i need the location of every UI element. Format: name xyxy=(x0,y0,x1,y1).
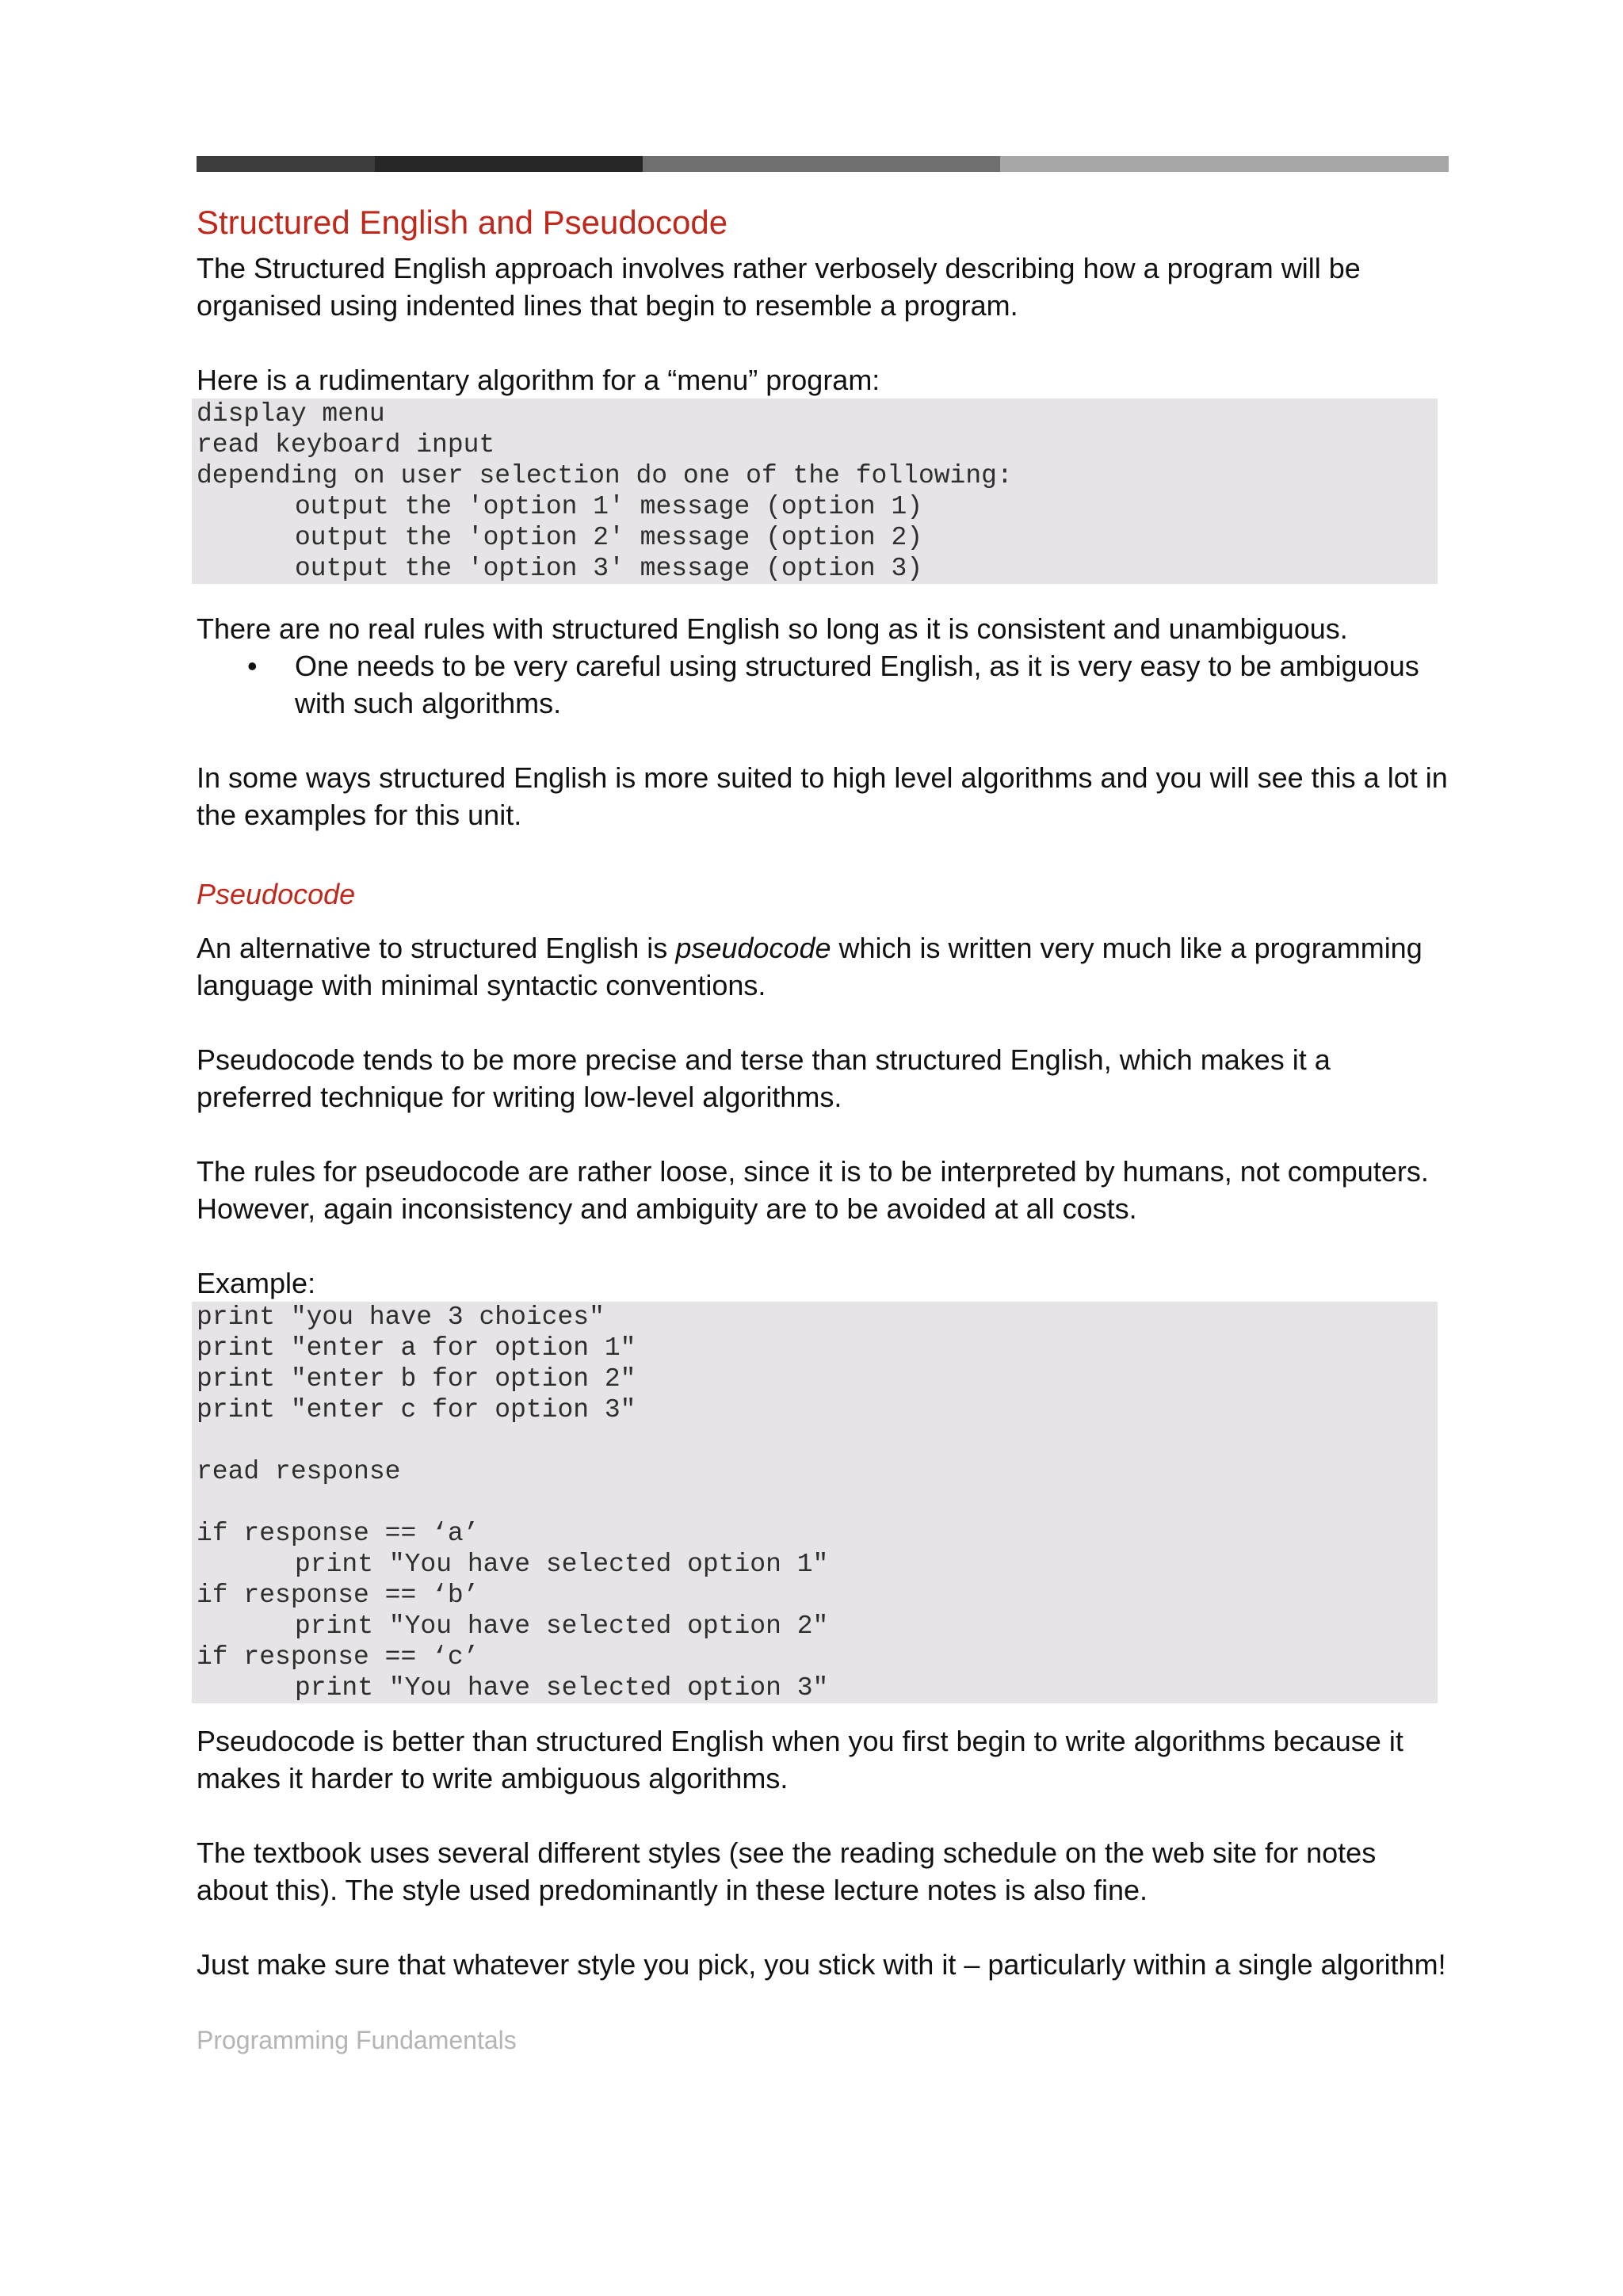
structured-english-rules-paragraph: There are no real rules with structured English so long as it is consistent and unambiguous. xyxy=(197,612,1348,645)
code-line: if response == ‘a’ xyxy=(197,1519,479,1548)
section-heading-pseudocode: Pseudocode xyxy=(197,878,356,910)
header-bar-segment xyxy=(375,156,643,172)
list-item-text: One needs to be very careful using structured English, as it is very easy to be ambiguous with such algorithms. xyxy=(295,650,1419,719)
text-run: which is written very much like a programming language with minimal syntactic conventions. xyxy=(197,932,1423,1001)
code-line: read response xyxy=(197,1457,401,1486)
bullet-icon: • xyxy=(247,650,258,682)
code-line: print "enter c for option 3" xyxy=(197,1395,636,1425)
pseudocode-advantage-paragraph: Pseudocode is better than structured English when you first begin to write algorithms because it makes it harder to write ambiguous algorithms. xyxy=(197,1725,1403,1794)
header-decorative-bar xyxy=(197,156,1449,172)
textbook-styles-paragraph: The textbook uses several different styles (see the reading schedule on the web site for notes about this). The style used predominantly in these lecture notes is also fine. xyxy=(197,1836,1377,1906)
header-bar-segment xyxy=(1000,156,1449,172)
code-line: read keyboard input xyxy=(197,430,495,460)
structured-english-usage-paragraph: In some ways structured English is more suited to high level algorithms and you will see this a lot in the examples for this unit. xyxy=(197,761,1448,831)
code-block-pseudocode xyxy=(192,1302,1438,1703)
code-line: print "enter a for option 1" xyxy=(197,1333,636,1363)
code-line: output the 'option 1' message (option 1) xyxy=(295,492,923,521)
list-item xyxy=(247,647,1449,722)
header-bar-segment xyxy=(643,156,1000,172)
code-line: display menu xyxy=(197,399,385,429)
pseudocode-rules-paragraph: The rules for pseudocode are rather loose, since it is to be interpreted by humans, not computers. However, again inconsistency and ambiguity are to be avoided at all costs. xyxy=(197,1155,1429,1225)
menu-algorithm-intro: Here is a rudimentary algorithm for a “menu” program: xyxy=(197,364,880,396)
page-title: Structured English and Pseudocode xyxy=(197,204,728,241)
code-line: if response == ‘b’ xyxy=(197,1581,479,1610)
page-footer: Programming Fundamentals xyxy=(197,2026,517,2054)
pseudocode-definition-paragraph xyxy=(197,929,1449,1004)
intro-paragraph: The Structured English approach involves rather verbosely describing how a program will be organised using indented lines that begin to resemble a program. xyxy=(197,252,1361,322)
code-line: print "You have selected option 1" xyxy=(295,1550,829,1579)
code-line: print "you have 3 choices" xyxy=(197,1302,605,1332)
document-page xyxy=(197,156,1449,2056)
code-line xyxy=(197,1425,1433,1456)
header-bar-segment xyxy=(197,156,375,172)
example-label: Example: xyxy=(197,1267,316,1299)
code-line: if response == ‘c’ xyxy=(197,1642,479,1672)
pseudocode-precision-paragraph: Pseudocode tends to be more precise and terse than structured English, which makes it a preferred technique for writing low-level algorithms. xyxy=(197,1043,1331,1113)
emphasized-term: pseudocode xyxy=(675,932,831,964)
code-block-structured-english xyxy=(192,399,1438,584)
code-line: output the 'option 3' message (option 3) xyxy=(295,554,923,583)
code-line: output the 'option 2' message (option 2) xyxy=(295,523,923,552)
bullet-list xyxy=(197,647,1449,722)
code-line: depending on user selection do one of the following: xyxy=(197,461,1013,490)
code-line: print "enter b for option 2" xyxy=(197,1364,636,1394)
consistency-advice-paragraph: Just make sure that whatever style you pick, you stick with it – particularly within a single algorithm! xyxy=(197,1948,1446,1981)
code-line: print "You have selected option 2" xyxy=(295,1611,829,1641)
code-line: print "You have selected option 3" xyxy=(295,1673,829,1703)
code-line xyxy=(197,1487,1433,1518)
text-run: An alternative to structured English is xyxy=(197,932,676,964)
